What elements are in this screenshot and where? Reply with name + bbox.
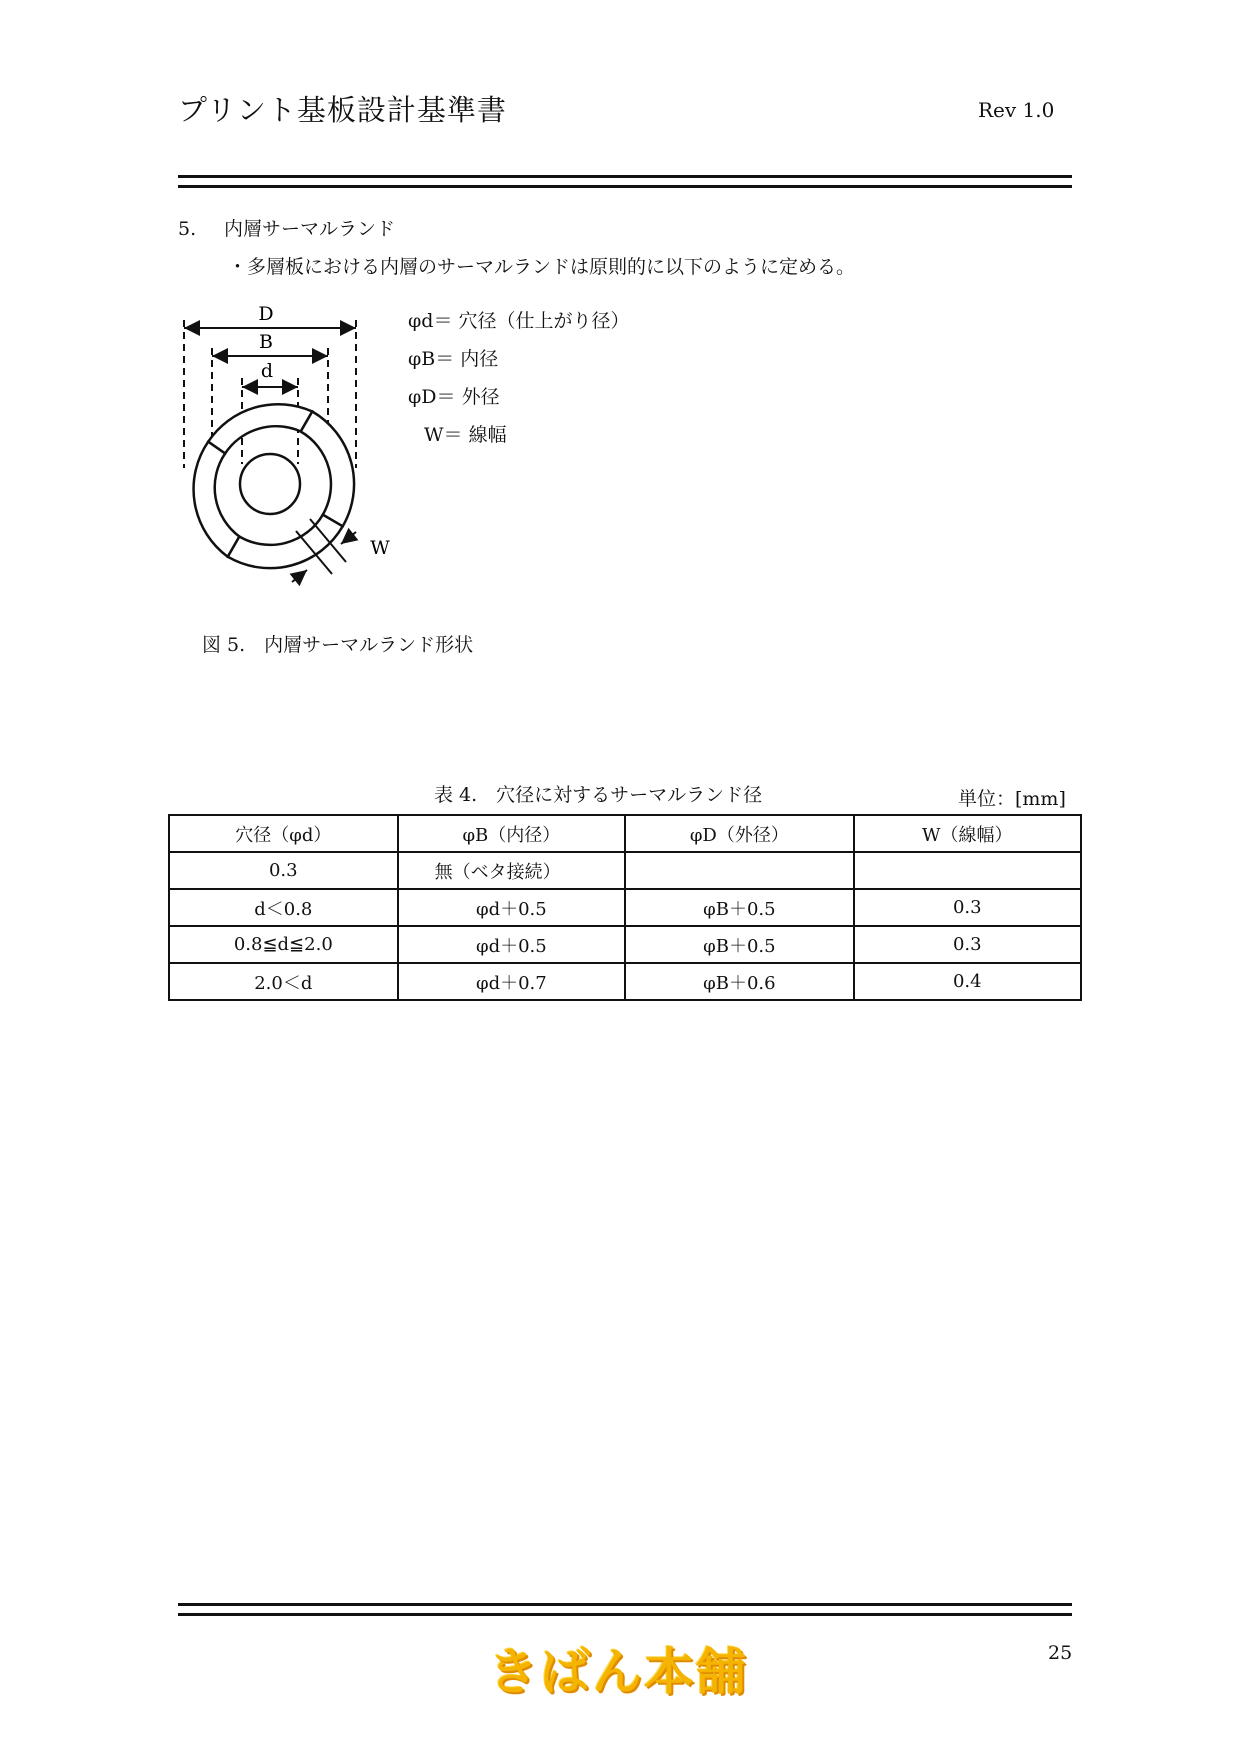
drill-hole-circle [240, 454, 300, 514]
header-rule-bottom [178, 185, 1072, 188]
table-header-cell: 穴径（φd） [169, 815, 398, 852]
header-rule-top [178, 175, 1072, 178]
table-cell: 0.3 [854, 926, 1081, 963]
dim-label-D: D [258, 303, 274, 325]
section-title: 内層サーマルランド [224, 218, 396, 240]
table-row [169, 963, 1081, 1000]
dim-label-d: d [260, 360, 274, 382]
document-title: プリント基板設計基準書 [178, 93, 507, 127]
table-caption: 表 4. 穴径に対するサーマルランド径 [434, 784, 763, 806]
table-cell: 無（ベタ接続） [398, 852, 626, 889]
legend-line-width: W＝ 線幅 [424, 424, 507, 446]
table-row [169, 889, 1081, 926]
section-number: 5. [178, 218, 197, 240]
table-cell: 0.3 [169, 852, 398, 889]
figure-caption: 図 5. 内層サーマルランド形状 [202, 634, 474, 656]
dim-label-W: W [370, 537, 390, 559]
thermal-land-diagram [170, 296, 430, 596]
table-cell: φB＋0.6 [625, 963, 853, 1000]
table-cell: φB＋0.5 [625, 889, 853, 926]
legend-outer-diameter: φD＝ 外径 [408, 386, 500, 408]
kiban-honpo-logo: きばん本舗 [488, 1643, 748, 1701]
table-cell: 2.0＜d [169, 963, 398, 1000]
table-header-row [169, 815, 1081, 852]
table-cell: 0.8≦d≦2.0 [169, 926, 398, 963]
table-cell: 0.4 [854, 963, 1081, 1000]
table-header-cell: W（線幅） [854, 815, 1081, 852]
footer-rule-bottom [178, 1613, 1072, 1616]
section-bullet-text: ・多層板における内層のサーマルランドは原則的に以下のように定める。 [228, 256, 856, 278]
spoke-width-arrow-1 [341, 532, 356, 544]
page-number: 25 [1048, 1642, 1073, 1664]
table-cell: φB＋0.5 [625, 926, 853, 963]
table-header-cell: φB（内径） [398, 815, 626, 852]
table-cell: d＜0.8 [169, 889, 398, 926]
section-heading [178, 214, 395, 241]
table-cell: φd＋0.7 [398, 963, 626, 1000]
spoke-width-arrow-2 [292, 570, 307, 582]
table-cell: φd＋0.5 [398, 926, 626, 963]
dim-label-B: B [259, 331, 273, 353]
footer-rule-top [178, 1603, 1072, 1606]
table-row [169, 926, 1081, 963]
table-cell [625, 852, 853, 889]
table-row [169, 852, 1081, 889]
legend-hole-diameter: φd＝ 穴径（仕上がり径） [408, 310, 630, 332]
revision-label: Rev 1.0 [978, 98, 1055, 122]
legend-inner-diameter: φB＝ 内径 [408, 348, 499, 370]
table-header-cell: φD（外径） [625, 815, 853, 852]
thermal-land-table [168, 814, 1082, 1001]
table-unit: 単位：[mm] [958, 788, 1066, 810]
table-cell: 0.3 [854, 889, 1081, 926]
table-cell: φd＋0.5 [398, 889, 626, 926]
table-cell [854, 852, 1081, 889]
